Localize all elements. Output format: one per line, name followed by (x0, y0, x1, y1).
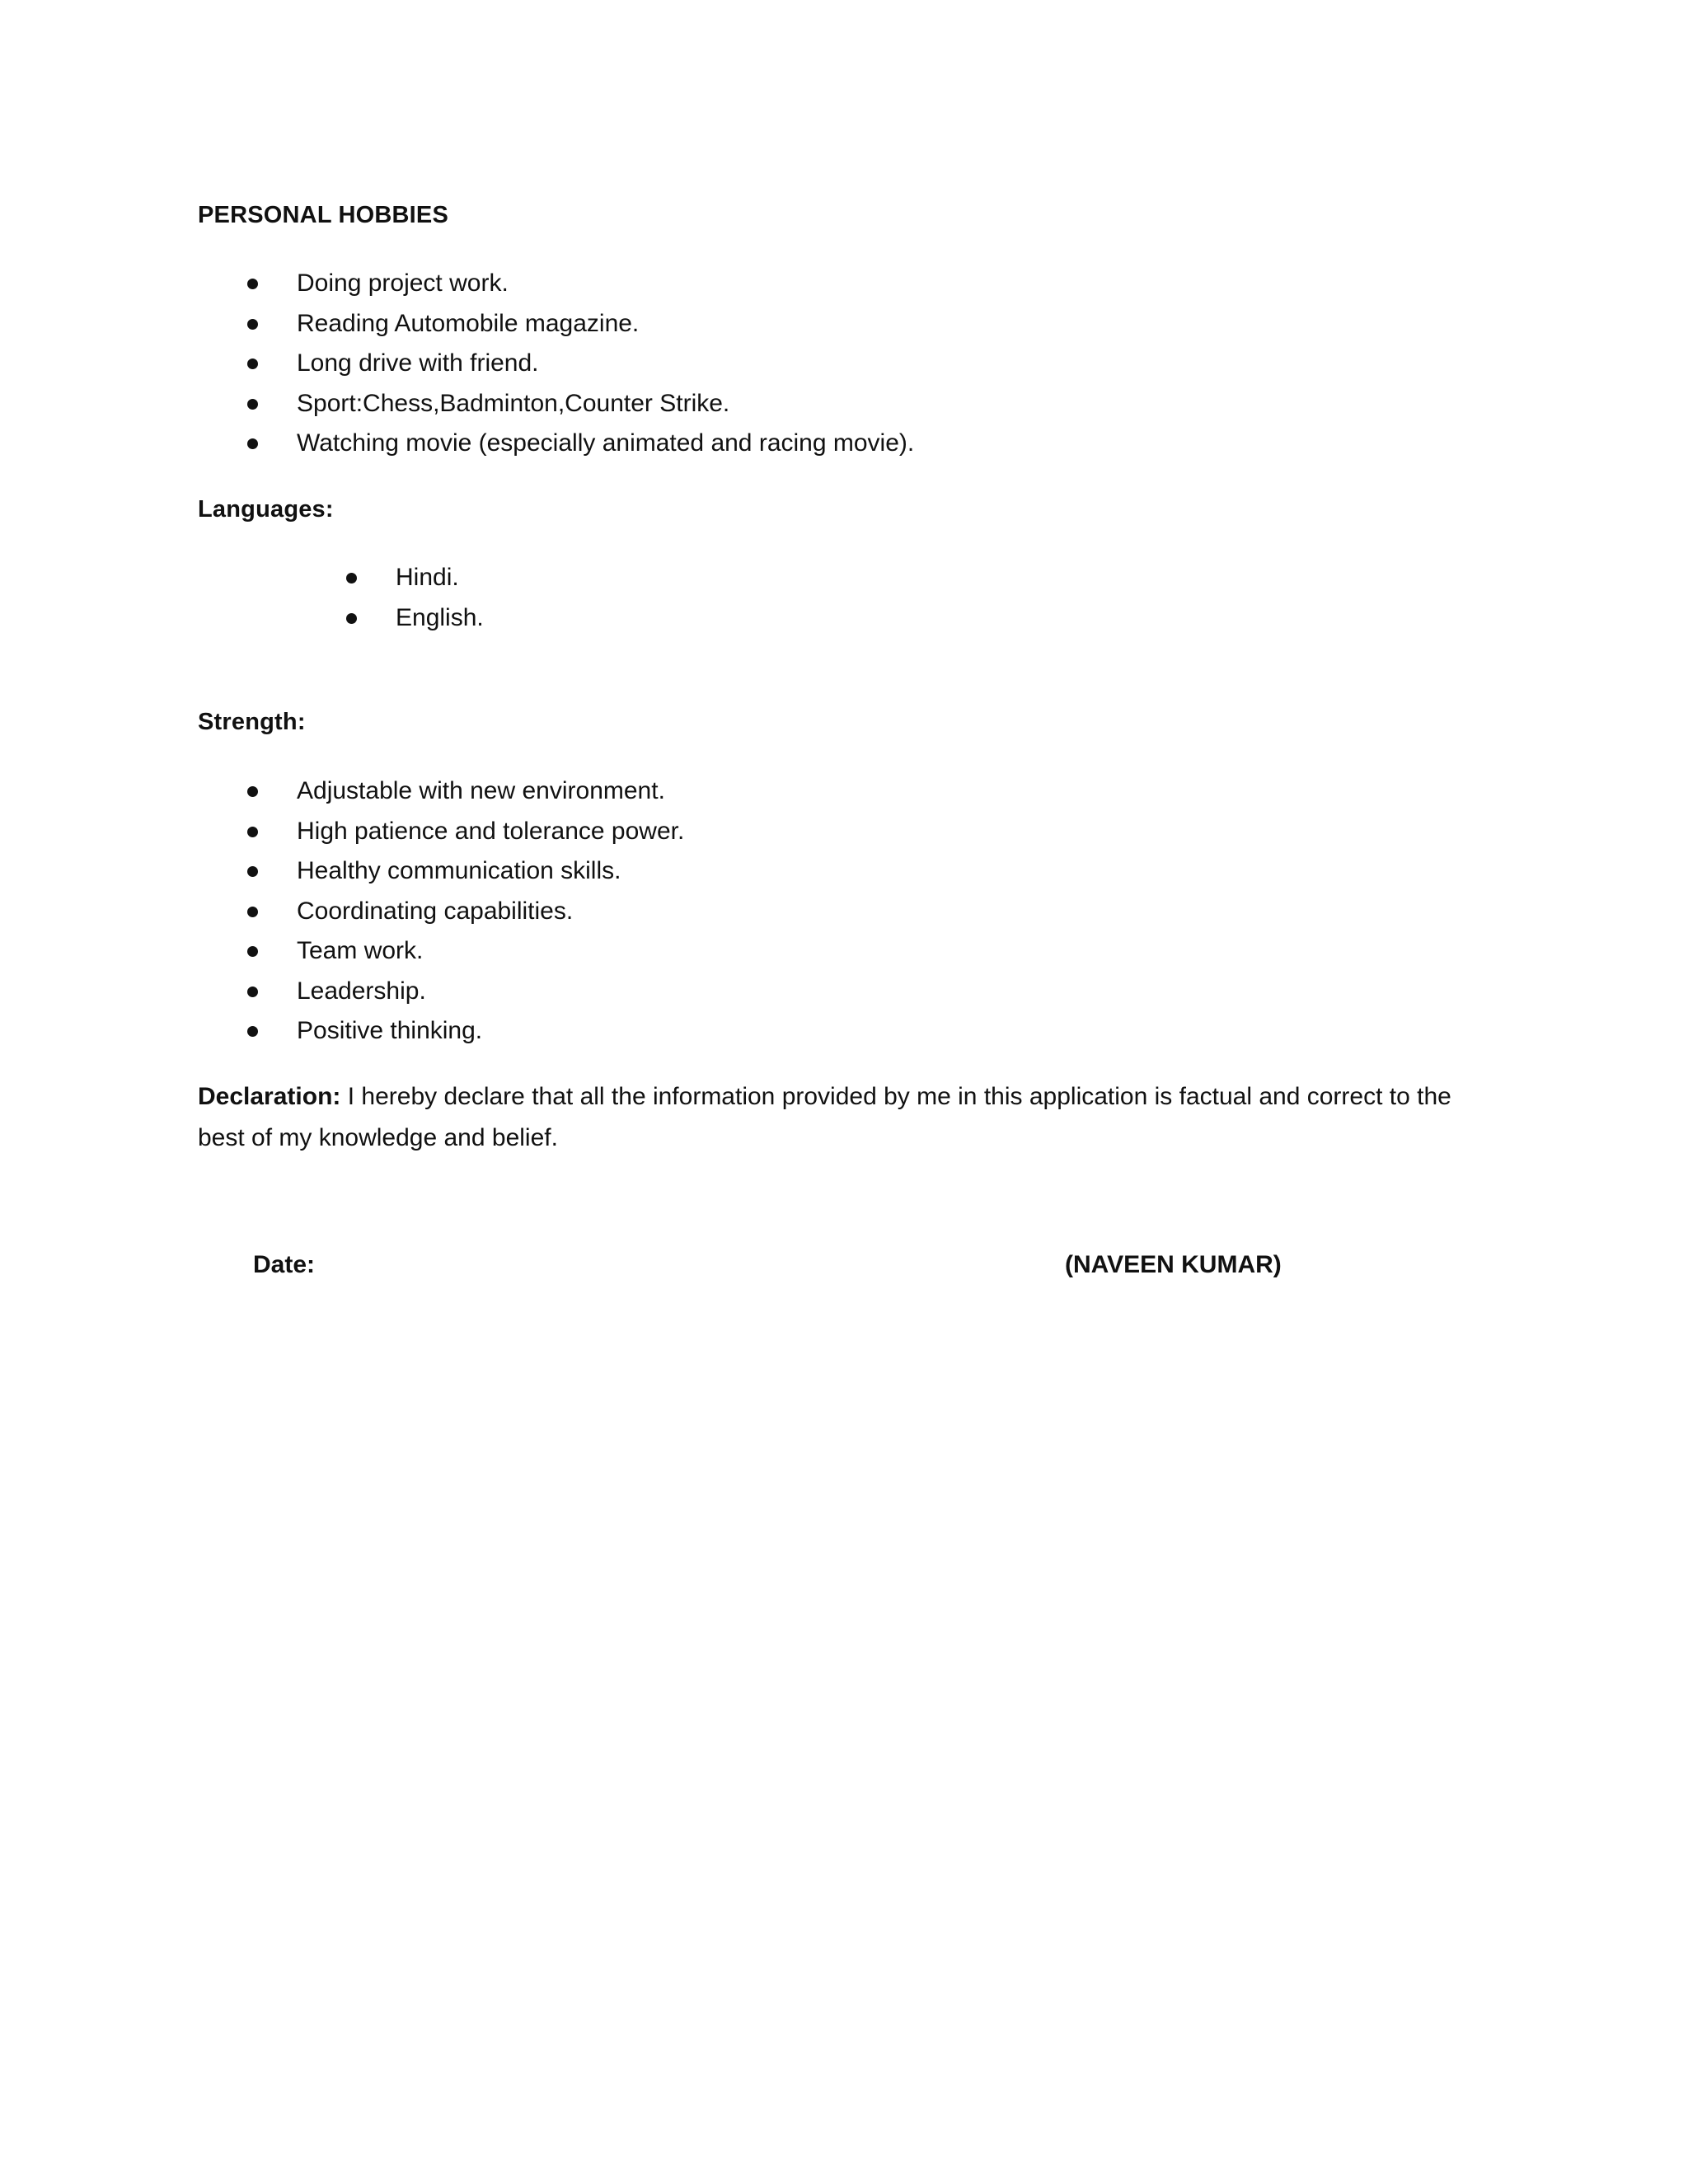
declaration-paragraph (198, 1076, 1500, 1159)
bullet-icon (346, 613, 357, 624)
document-page: PERSONAL HOBBIES Doing project work. Reading Automobile magazine. Long drive with friend. Sport:Chess,Badminton,Counter Strike. Watching movie (especially animated and racing movie). Languages: Hindi. English. Strength: Adjustable with new environment. High patience and tolerance power. Healthy communication skills. Coordinating capabilities. Team work. Leadership. Positive thinking. Declaration: I hereby declare that all the information provided by me in this application is factual and correct to the best of my knowledge and belief. Date: (NAVEEN KUMAR) (0, 0, 1688, 2184)
bullet-icon (247, 399, 258, 410)
strength-heading: Strength: (198, 709, 306, 735)
hobbies-heading: PERSONAL HOBBIES (198, 202, 448, 228)
bullet-icon (247, 987, 258, 997)
bullet-icon (346, 573, 357, 583)
bullet-icon (247, 1026, 258, 1037)
declaration-text: I hereby declare that all the information provided by me in this application is factual and correct to the best of my knowledge and belief. (198, 1083, 1451, 1151)
bullet-icon (247, 279, 258, 289)
bullet-icon (247, 946, 258, 957)
languages-heading: Languages: (198, 496, 334, 523)
bullet-icon (247, 827, 258, 837)
bullet-icon (247, 319, 258, 330)
signature-name: (NAVEEN KUMAR) (1065, 1251, 1282, 1278)
bullet-icon (247, 438, 258, 449)
bullet-icon (247, 907, 258, 917)
bullet-icon (247, 866, 258, 877)
declaration-label: Declaration: (198, 1083, 341, 1110)
bullet-icon (247, 786, 258, 797)
bullet-icon (247, 359, 258, 369)
date-label: Date: (253, 1251, 316, 1278)
